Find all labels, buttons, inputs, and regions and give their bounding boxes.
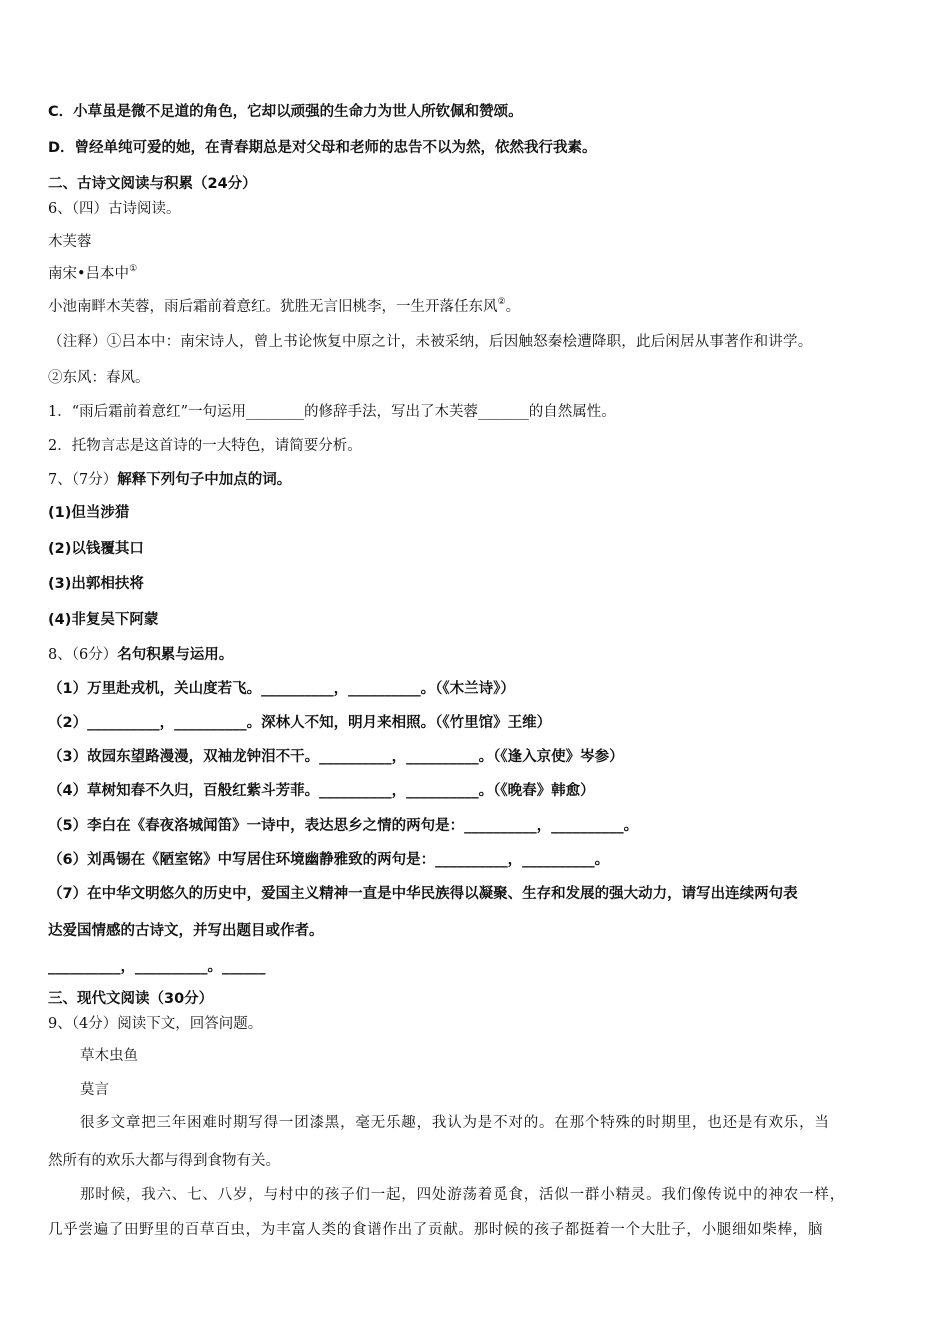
poem-text-body: 小池南畔木芙蓉，雨后霜前着意红。犹胜无言旧桃李，一生开落任东风 xyxy=(48,299,498,315)
question-7-item-4: (4)非复吴下阿蒙 xyxy=(48,612,159,628)
question-8-item-3: （3）故园东望路漫漫，双袖龙钟泪不干。__________，__________。（《逢入京使》岑参） xyxy=(48,749,624,765)
poem-text xyxy=(48,297,520,317)
question-8-item-1: （1）万里赴戎机，关山度若飞。__________，__________。（《木兰诗》） xyxy=(48,681,515,697)
question-7-heading xyxy=(48,470,291,490)
question-9-heading: 9、（4分）阅读下文，回答问题。 xyxy=(48,1016,263,1032)
question-7-item-1: (1)但当涉猎 xyxy=(48,505,130,521)
article-paragraph-2-line-2: 几乎尝遍了田野里的百草百虫，为丰富人类的食谱作出了贡献。那时候的孩子都挺着一个大肚子，小腿细如柴棒，脑 xyxy=(48,1222,824,1238)
question-7-prompt: 解释下列句子中加点的词。 xyxy=(117,472,292,488)
article-paragraph-1-line-2: 然所有的欢乐大都与得到食物有关。 xyxy=(48,1153,280,1169)
poem-title: 木芙蓉 xyxy=(48,234,92,250)
poem-author xyxy=(48,264,137,284)
footnote-marker-1: ① xyxy=(129,264,138,274)
question-8-item-7-line-1: （7）在中华文明悠久的历史中，爱国主义精神一直是中华民族得以凝聚、生存和发展的强大动力，请写出连续两句表 xyxy=(48,886,798,902)
question-8-item-7-line-2: 达爱国情感的古诗文，并写出题目或作者。 xyxy=(48,923,324,939)
section-2-heading: 二、古诗文阅读与积累（24分） xyxy=(48,176,257,192)
question-8-prompt: 名句积累与运用。 xyxy=(117,647,234,663)
article-author: 莫言 xyxy=(80,1082,109,1098)
question-6-heading: 6、（四）古诗阅读。 xyxy=(48,201,181,217)
footnote-2: ②东风：春风。 xyxy=(48,370,150,386)
question-8-item-7-answer-blanks: __________，__________。______ xyxy=(48,959,266,975)
question-8-number: 8、（6分） xyxy=(48,647,118,663)
question-6-1: 1．“雨后霜前着意红”一句运用________的修辞手法，写出了木芙蓉_______的自然属性。 xyxy=(48,404,616,420)
poem-text-end: 。 xyxy=(505,299,521,315)
article-title: 草木虫鱼 xyxy=(80,1048,138,1064)
section-3-heading: 三、现代文阅读（30分） xyxy=(48,991,214,1007)
footnote-marker-2: ② xyxy=(497,297,506,307)
question-6-2: 2．托物言志是这首诗的一大特色，请简要分析。 xyxy=(48,438,362,454)
question-8-item-2: （2）__________，__________。深林人不知，明月来相照。（《竹里馆》王维） xyxy=(48,715,552,731)
article-paragraph-1-line-1: 很多文章把三年困难时期写得一团漆黑，毫无乐趣，我认为是不对的。在那个特殊的时期里，也还是有欢乐，当 xyxy=(80,1115,830,1131)
article-paragraph-2-line-1: 那时候，我六、七、八岁，与村中的孩子们一起，四处游荡着觅食，活似一群小精灵。我们像传说中的神农一样， xyxy=(80,1187,845,1203)
question-8-item-4: （4）草树知春不久归，百般红紫斗芳菲。__________，__________。（《晚春》韩愈） xyxy=(48,783,595,799)
question-8-item-5: （5）李白在《春夜洛城闻笛》一诗中，表达思乡之情的两句是：__________，__________。 xyxy=(48,818,639,834)
question-7-item-2: (2)以钱覆其口 xyxy=(48,541,144,557)
question-7-item-3: (3)出郭相扶将 xyxy=(48,576,144,592)
question-8-heading xyxy=(48,645,233,665)
question-8-item-6: （6）刘禹锡在《陋室铭》中写居住环境幽静雅致的两句是：__________，__________。 xyxy=(48,852,610,868)
question-7-number: 7、（7分） xyxy=(48,472,118,488)
footnote-1: （注释）①吕本中：南宋诗人，曾上书论恢复中原之计，未被采纳，后因触怒秦桧遭降职，此后闲居从事著作和讲学。 xyxy=(48,334,813,350)
poem-author-text: 南宋•吕本中 xyxy=(48,266,130,282)
option-c: C．小草虽是微不足道的角色，它却以顽强的生命力为世人所钦佩和赞颂。 xyxy=(48,104,523,120)
option-d: D．曾经单纯可爱的她，在青春期总是对父母和老师的忠告不以为然，依然我行我素。 xyxy=(48,140,597,156)
